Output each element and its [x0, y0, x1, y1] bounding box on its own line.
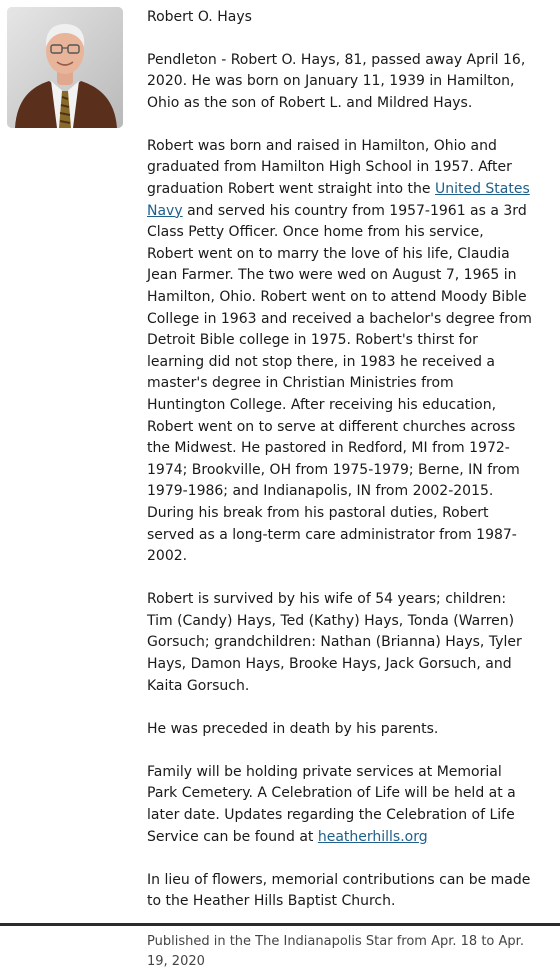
- obituary-paragraph-intro: Pendleton - Robert O. Hays, 81, passed away April 16, 2020. He was born on January 11, 1939 in Hamilton, Ohio as the son of Robert L. and Mildred Hays.: [147, 51, 526, 111]
- obituary-paragraph-survivors: Robert is survived by his wife of 54 years; children: Tim (Candy) Hays, Ted (Kathy) Hays, Tonda (Warren) Gorsuch; grandchildren: Nathan (Brianna) Hays, Tyler Hays, Damon Hays, Brooke Hays, Jack Gorsuch, and Kaita Gorsuch.: [147, 591, 522, 694]
- heatherhills-link[interactable]: heatherhills.org: [317, 828, 428, 845]
- obituary-paragraph-preceded: He was preceded in death by his parents.: [147, 720, 439, 737]
- obituary-paragraph-life: [147, 136, 532, 568]
- obituary-paragraph-memorial: In lieu of flowers, memorial contributions can be made to the Heather Hills Baptist Church.: [147, 871, 531, 910]
- obituary-name: Robert O. Hays: [147, 9, 252, 25]
- paragraph-text: and served his country from 1957-1961 as a 3rd Class Petty Officer. Once home from his service, Robert went on to marry the love of his life, Claudia Jean Farmer. The two were wed on August 7, 1965 in Hamilton, Ohio. Robert went on to attend Moody Bible College in 1963 and received a bachelor's degree from Detroit Bible college in 1975. Robert's thirst for learning did not stop there, in 1983 he received a master's degree in Christian Ministries from Huntington College. After receiving his education, Robert went on to serve at different churches across the Midwest. He pastored in Redford, MI from 1972-1974; Brookville, OH from 1975-1979; Berne, IN from 1979-1986; and Indianapolis, IN from 2002-2015. During his break from his pastoral duties, Robert served as a long-term care administrator from 1987-2002.: [147, 202, 532, 565]
- united-states-navy-link[interactable]: United States Navy: [147, 181, 530, 219]
- paragraph-text: Family will be holding private services at Memorial Park Cemetery. A Celebration of Life will be held at a later date. Updates regarding the Celebration of Life Service can be found at: [147, 763, 516, 845]
- paragraph-text: Robert was born and raised in Hamilton, Ohio and graduated from Hamilton High School in 1957. After graduation Robert went straight into the: [147, 137, 512, 198]
- obituary-content: [147, 7, 532, 972]
- published-note: Published in the The Indianapolis Star from Apr. 18 to Apr. 19, 2020: [147, 934, 524, 970]
- portrait-image: [7, 7, 123, 128]
- obituary-paragraph-services: [147, 762, 532, 848]
- obituary-photo: [7, 7, 123, 128]
